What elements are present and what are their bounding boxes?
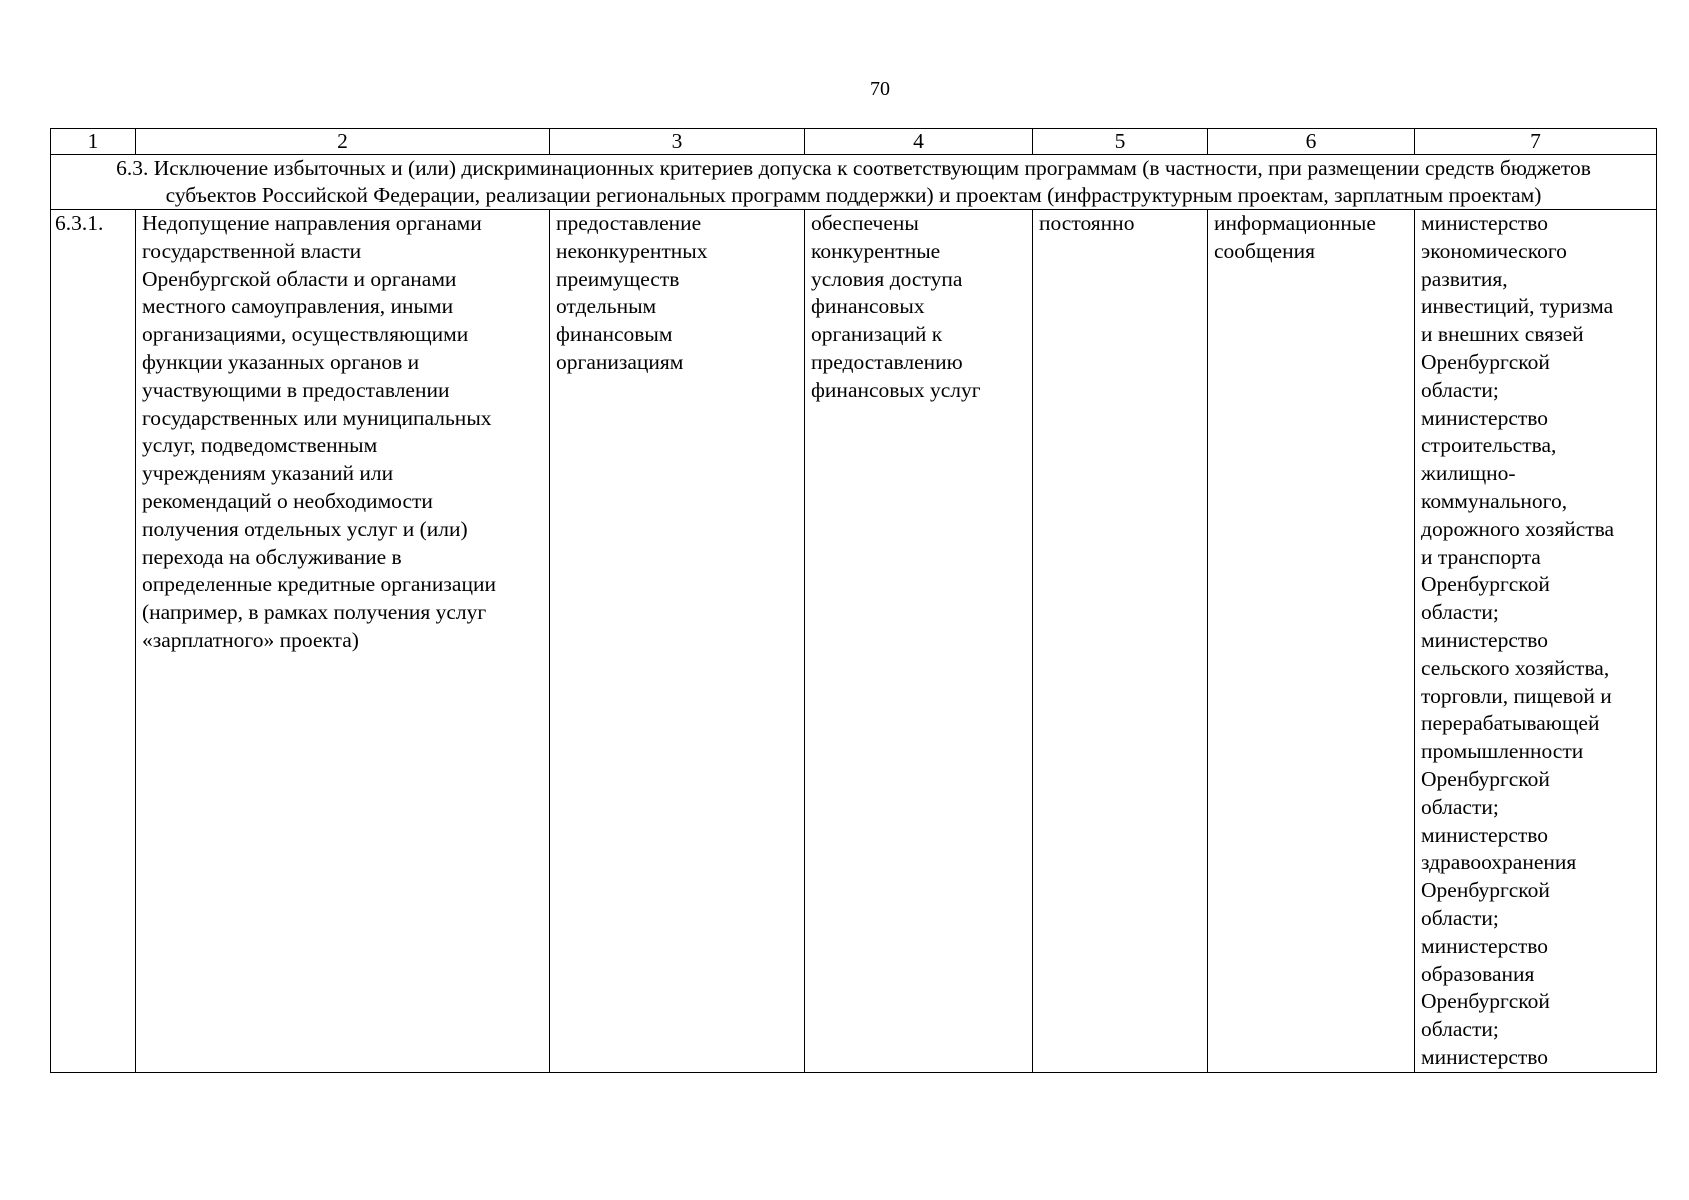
column-numbers-row — [51, 129, 1657, 155]
section-heading-row — [51, 155, 1657, 210]
row-number — [51, 210, 136, 1073]
result-cell — [805, 210, 1033, 1073]
document-type-text: информационные сообщения — [1214, 211, 1376, 263]
column-number: 4 — [805, 129, 1033, 155]
problem-text: предоставление неконкурентных преимуществ отдельным финансовым организациям — [556, 211, 708, 374]
problem-cell — [550, 210, 805, 1073]
deadline-text: постоянно — [1039, 211, 1135, 235]
measures-table — [50, 128, 1657, 1073]
executors-text: министерство экономического развития, инвестиций, туризма и внешних связей Оренбургской области; министерство строительства, жилищно- коммунального, дорожного хозяйства и транспорта Оренбургской области; министерство сельского хозяйства, торговли, пищевой и перерабатывающей промышленности Оренбургской области; министерство здравоохранения Оренбургской области; министерство образования Оренбургской области; министерство — [1421, 211, 1615, 1069]
row-number-text: 6.3.1. — [55, 211, 104, 235]
column-number: 3 — [550, 129, 805, 155]
table-row — [51, 210, 1657, 1073]
measure-text: Недопущение направления органами государственной власти Оренбургской области и органами местного самоуправления, иными организациями, осуществляющими функции указанных органов и участвующими в предоставлении государственных или муниципальных услуг, подведомственным учреждениям указаний или рекомендаций о необходимости получения отдельных услуг и (или) перехода на обслуживание в определенные кредитные организации (например, в рамках получения услуг «зарплатного» проекта) — [142, 211, 496, 652]
executors-cell — [1415, 210, 1657, 1073]
column-number: 5 — [1033, 129, 1208, 155]
page-number: 70 — [870, 78, 890, 100]
column-number: 2 — [136, 129, 550, 155]
column-number: 1 — [51, 129, 136, 155]
document-type-cell — [1208, 210, 1415, 1073]
column-number: 6 — [1208, 129, 1415, 155]
result-text: обеспечены конкурентные условия доступа финансовых организаций к предоставлению финансовых услуг — [811, 211, 981, 402]
deadline-cell — [1033, 210, 1208, 1073]
section-heading: 6.3. Исключение избыточных и (или) дискриминационных критериев допуска к соответствующим программам (в частности, при размещении средств бюджетов субъектов Российской Федерации, реализации региональных программ поддержки) и проектам (инфраструктурным проектам, зарплатным проектам) — [51, 155, 1657, 210]
column-number: 7 — [1415, 129, 1657, 155]
measure-cell — [136, 210, 550, 1073]
